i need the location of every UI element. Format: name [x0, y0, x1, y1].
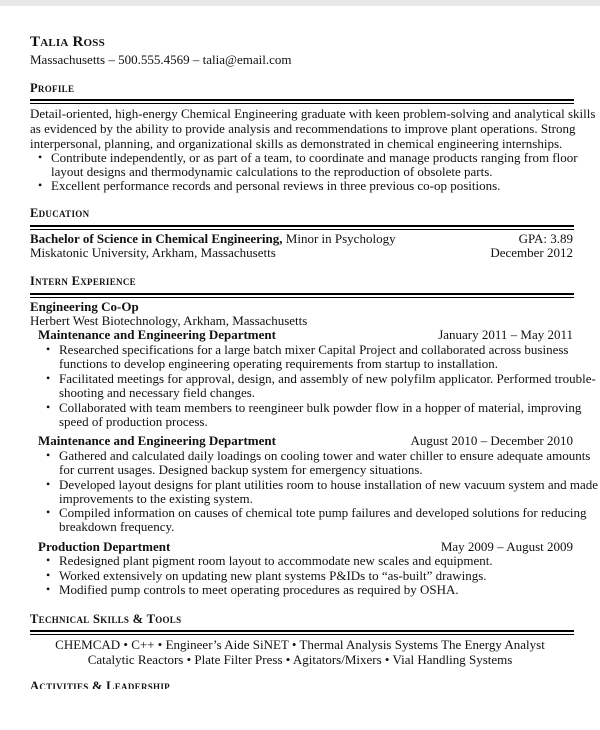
- job-dates: May 2009 – August 2009: [440, 539, 573, 554]
- bullet-icon: •: [46, 505, 51, 519]
- bullet-icon: •: [46, 400, 51, 414]
- job-bullet-text: Worked extensively on updating new plant systems P&IDs to “as-built” drawings.: [59, 568, 487, 583]
- profile-bullet-text: Excellent performance records and personal reviews in three previous co-op positions.: [51, 178, 501, 193]
- bullet-icon: •: [46, 448, 51, 462]
- job-bullet-text: functions to develop engineering operating requirements from startup to installation.: [59, 356, 498, 371]
- section-rule: [30, 225, 574, 227]
- department: Maintenance and Engineering Department: [38, 327, 276, 342]
- degree-minor: Minor in Psychology: [282, 231, 396, 246]
- bullet-icon: •: [46, 477, 51, 491]
- bullet-icon: •: [46, 582, 51, 596]
- job-bullet-text: speed of production process.: [59, 414, 208, 429]
- job-bullet-text: Facilitated meetings for approval, design, and assembly of new polyfilm applicator. Performed trouble-: [59, 371, 596, 386]
- bullet-icon: •: [46, 553, 51, 567]
- bullet-icon: •: [38, 150, 43, 164]
- graduation-date: December 2012: [490, 245, 573, 260]
- bullet-icon: •: [46, 342, 51, 356]
- bullet-icon: •: [38, 178, 43, 192]
- job-bullet-text: improvements to the existing system.: [59, 491, 253, 506]
- contact-line: Massachusetts – 500.555.4569 – talia@email.com: [30, 52, 292, 67]
- section-heading-activities: Activities & Leadership: [30, 679, 170, 689]
- bullet-icon: •: [46, 568, 51, 582]
- gpa: GPA: 3.89: [518, 231, 573, 246]
- section-rule: [30, 630, 574, 632]
- job-bullet-text: Compiled information on causes of chemical tote pump failures and developed solutions for reducing: [59, 505, 587, 520]
- skills-line: CHEMCAD • C++ • Engineer’s Aide SiNET • Thermal Analysis Systems The Energy Analyst: [55, 637, 545, 652]
- job-bullet-text: breakdown frequency.: [59, 519, 175, 534]
- section-rule: [30, 229, 574, 230]
- profile-line: interpersonal, planning, and organizational skills as demonstrated in chemical engineering internships.: [30, 136, 563, 151]
- job-bullet-text: for current usages. Designed backup system for emergency situations.: [59, 462, 423, 477]
- section-heading-education: Education: [30, 206, 90, 220]
- job-bullet-text: Redesigned plant pigment room layout to accommodate new scales and equipment.: [59, 553, 493, 568]
- section-rule: [30, 99, 574, 101]
- job-bullet-text: Researched specifications for a large batch mixer Capital Project and collaborated across business: [59, 342, 569, 357]
- section-heading-experience: Intern Experience: [30, 274, 136, 288]
- job-bullet-text: Collaborated with team members to reengineer bulk powder flow in a hopper of material, improving: [59, 400, 582, 415]
- section-rule: [30, 634, 574, 635]
- section-rule: [30, 103, 574, 104]
- section-rule: [30, 293, 574, 295]
- candidate-name: Talia Ross: [30, 34, 105, 50]
- section-heading-skills: Technical Skills & Tools: [30, 612, 182, 626]
- job-bullet-text: Modified pump controls to meet operating procedures as required by OSHA.: [59, 582, 459, 597]
- job-bullet-text: shooting and necessary field changes.: [59, 385, 256, 400]
- job-dates: August 2010 – December 2010: [410, 433, 573, 448]
- department: Production Department: [38, 539, 171, 554]
- bullet-icon: •: [46, 371, 51, 385]
- degree-title: Bachelor of Science in Chemical Engineering,: [30, 231, 283, 246]
- school: Miskatonic University, Arkham, Massachusetts: [30, 245, 276, 260]
- profile-bullet-text: Contribute independently, or as part of a team, to coordinate and manage products ranging from floor: [51, 150, 578, 165]
- job-bullet-text: Gathered and calculated daily loadings on cooling tower and water chiller to ensure adequate amounts: [59, 448, 591, 463]
- job-dates: January 2011 – May 2011: [438, 327, 573, 342]
- department: Maintenance and Engineering Department: [38, 433, 276, 448]
- skills-line: Catalytic Reactors • Plate Filter Press • Agitators/Mixers • Vial Handling Systems: [87, 652, 513, 667]
- profile-line: as evidenced by the ability to provide analysis and recommendations to improve plant operations. Strong: [30, 121, 576, 136]
- activities-heading-clip: [30, 679, 170, 689]
- profile-line: Detail-oriented, high-energy Chemical Engineering graduate with keen problem-solving and analytical skills: [30, 106, 596, 121]
- job-bullet-text: Developed layout designs for plant utilities room to house installation of new vacuum system and made: [59, 477, 599, 492]
- job-title: Engineering Co-Op: [30, 299, 139, 314]
- profile-bullet-text: layout designs and thermodynamic calculations to the reproduction of obsolete parts.: [51, 164, 493, 179]
- degree-line: [30, 231, 396, 246]
- section-heading-profile: Profile: [30, 81, 75, 95]
- section-rule: [30, 297, 574, 298]
- company: Herbert West Biotechnology, Arkham, Massachusetts: [30, 313, 308, 328]
